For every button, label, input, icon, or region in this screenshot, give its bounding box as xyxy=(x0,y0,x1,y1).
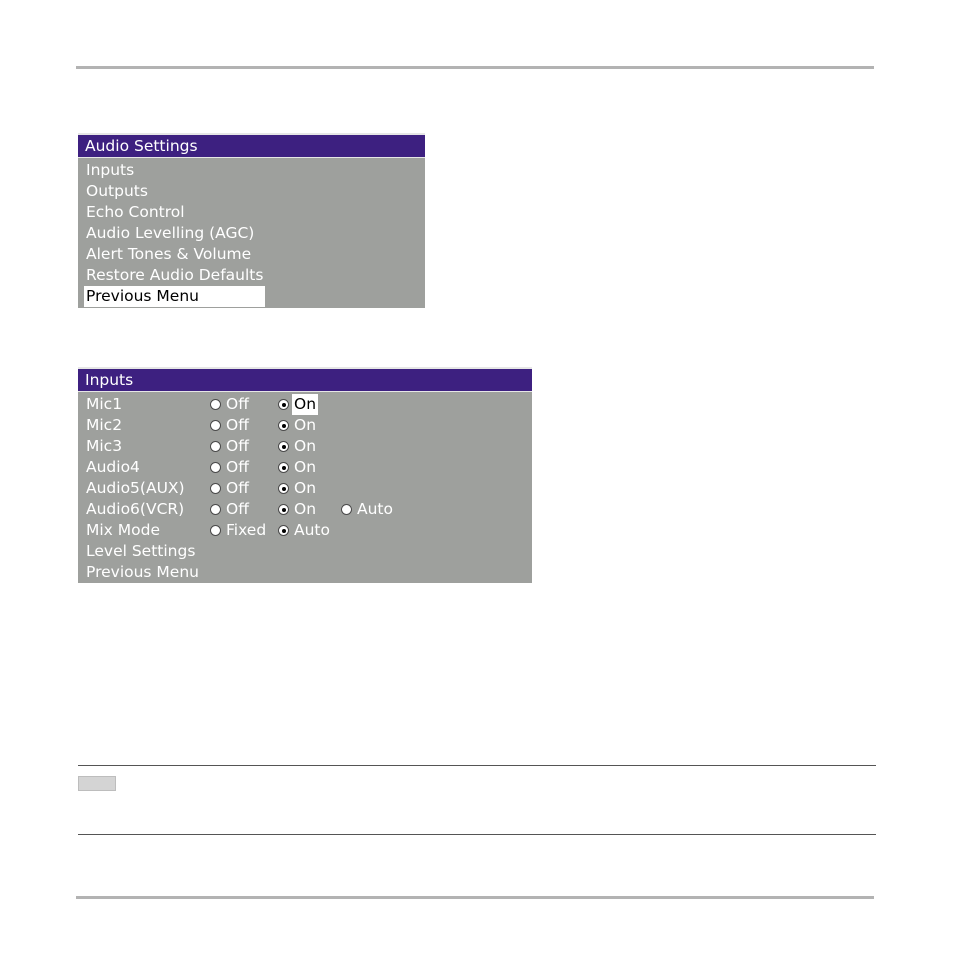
top-rule xyxy=(76,66,874,69)
audio-settings-list xyxy=(78,158,425,307)
option-label: On xyxy=(294,479,317,497)
option-off[interactable] xyxy=(210,415,249,436)
input-label: Audio5(AUX) xyxy=(86,479,185,497)
radio-on-icon xyxy=(278,504,289,515)
option-auto[interactable] xyxy=(341,499,393,520)
radio-on-icon xyxy=(278,441,289,452)
option-on[interactable] xyxy=(278,457,316,478)
radio-off-icon xyxy=(210,399,221,410)
option-label: On xyxy=(294,416,317,434)
menu-item-label: Restore Audio Defaults xyxy=(86,266,264,284)
option-label: Auto xyxy=(294,521,330,539)
menu-item-label: Alert Tones & Volume xyxy=(86,245,252,263)
radio-off-icon xyxy=(210,525,221,536)
option-label: Off xyxy=(226,395,249,413)
option-label: Off xyxy=(226,458,249,476)
input-row-audio4[interactable] xyxy=(78,457,532,478)
radio-off-icon xyxy=(341,504,352,515)
menu-item-label: Audio Levelling (AGC) xyxy=(86,224,255,242)
menu-item-label: Echo Control xyxy=(86,203,185,221)
inputs-title: Inputs xyxy=(78,367,532,392)
input-row-audio5[interactable] xyxy=(78,478,532,499)
menu-item-inputs[interactable] xyxy=(78,160,425,181)
option-fixed[interactable] xyxy=(210,520,266,541)
radio-on-icon xyxy=(278,483,289,494)
menu-item-label: Inputs xyxy=(86,161,135,179)
input-label: Mix Mode xyxy=(86,521,161,539)
menu-item-previous-menu[interactable] xyxy=(78,286,425,307)
input-label: Audio6(VCR) xyxy=(86,500,185,518)
menu-item-label: Level Settings xyxy=(86,542,196,560)
option-label: On xyxy=(294,458,317,476)
option-on[interactable] xyxy=(278,394,318,415)
radio-off-icon xyxy=(210,420,221,431)
radio-on-icon xyxy=(278,420,289,431)
input-label: Mic1 xyxy=(86,395,123,413)
option-off[interactable] xyxy=(210,478,249,499)
option-on[interactable] xyxy=(278,436,316,457)
option-on[interactable] xyxy=(278,499,316,520)
menu-item-label: Previous Menu xyxy=(84,286,265,307)
menu-item-restore-defaults[interactable] xyxy=(78,265,425,286)
menu-item-level-settings[interactable] xyxy=(78,541,532,562)
audio-settings-title: Audio Settings xyxy=(78,133,425,158)
input-row-mix-mode[interactable] xyxy=(78,520,532,541)
menu-item-label: Outputs xyxy=(86,182,148,200)
bottom-rule xyxy=(76,896,874,899)
menu-item-echo-control[interactable] xyxy=(78,202,425,223)
input-row-audio6[interactable] xyxy=(78,499,532,520)
option-label: Off xyxy=(226,437,249,455)
radio-on-icon xyxy=(278,525,289,536)
inputs-menu xyxy=(78,367,532,583)
menu-item-audio-levelling[interactable] xyxy=(78,223,425,244)
option-on[interactable] xyxy=(278,415,316,436)
note-bottom-rule xyxy=(78,834,876,835)
option-auto[interactable] xyxy=(278,520,330,541)
radio-off-icon xyxy=(210,483,221,494)
radio-off-icon xyxy=(210,504,221,515)
option-off[interactable] xyxy=(210,394,249,415)
note-marker xyxy=(78,776,116,791)
option-label: On xyxy=(294,437,317,455)
radio-off-icon xyxy=(210,441,221,452)
option-label: Off xyxy=(226,479,249,497)
option-on[interactable] xyxy=(278,478,316,499)
input-label: Mic3 xyxy=(86,437,123,455)
option-label: On xyxy=(294,500,317,518)
option-label: Off xyxy=(226,416,249,434)
option-off[interactable] xyxy=(210,436,249,457)
menu-item-alert-tones[interactable] xyxy=(78,244,425,265)
option-off[interactable] xyxy=(210,457,249,478)
option-label: On xyxy=(294,395,317,413)
menu-item-outputs[interactable] xyxy=(78,181,425,202)
menu-item-previous-menu[interactable] xyxy=(78,562,532,583)
option-label: Auto xyxy=(357,500,393,518)
inputs-list xyxy=(78,392,532,583)
input-row-mic2[interactable] xyxy=(78,415,532,436)
note-top-rule xyxy=(78,765,876,766)
input-row-mic3[interactable] xyxy=(78,436,532,457)
audio-settings-menu xyxy=(78,133,425,308)
option-label: Off xyxy=(226,500,249,518)
option-label: Fixed xyxy=(226,521,267,539)
input-row-mic1[interactable] xyxy=(78,394,532,415)
menu-item-label: Previous Menu xyxy=(86,563,199,581)
input-label: Audio4 xyxy=(86,458,140,476)
radio-on-icon xyxy=(278,462,289,473)
input-label: Mic2 xyxy=(86,416,123,434)
radio-on-icon xyxy=(278,399,289,410)
radio-off-icon xyxy=(210,462,221,473)
option-off[interactable] xyxy=(210,499,249,520)
